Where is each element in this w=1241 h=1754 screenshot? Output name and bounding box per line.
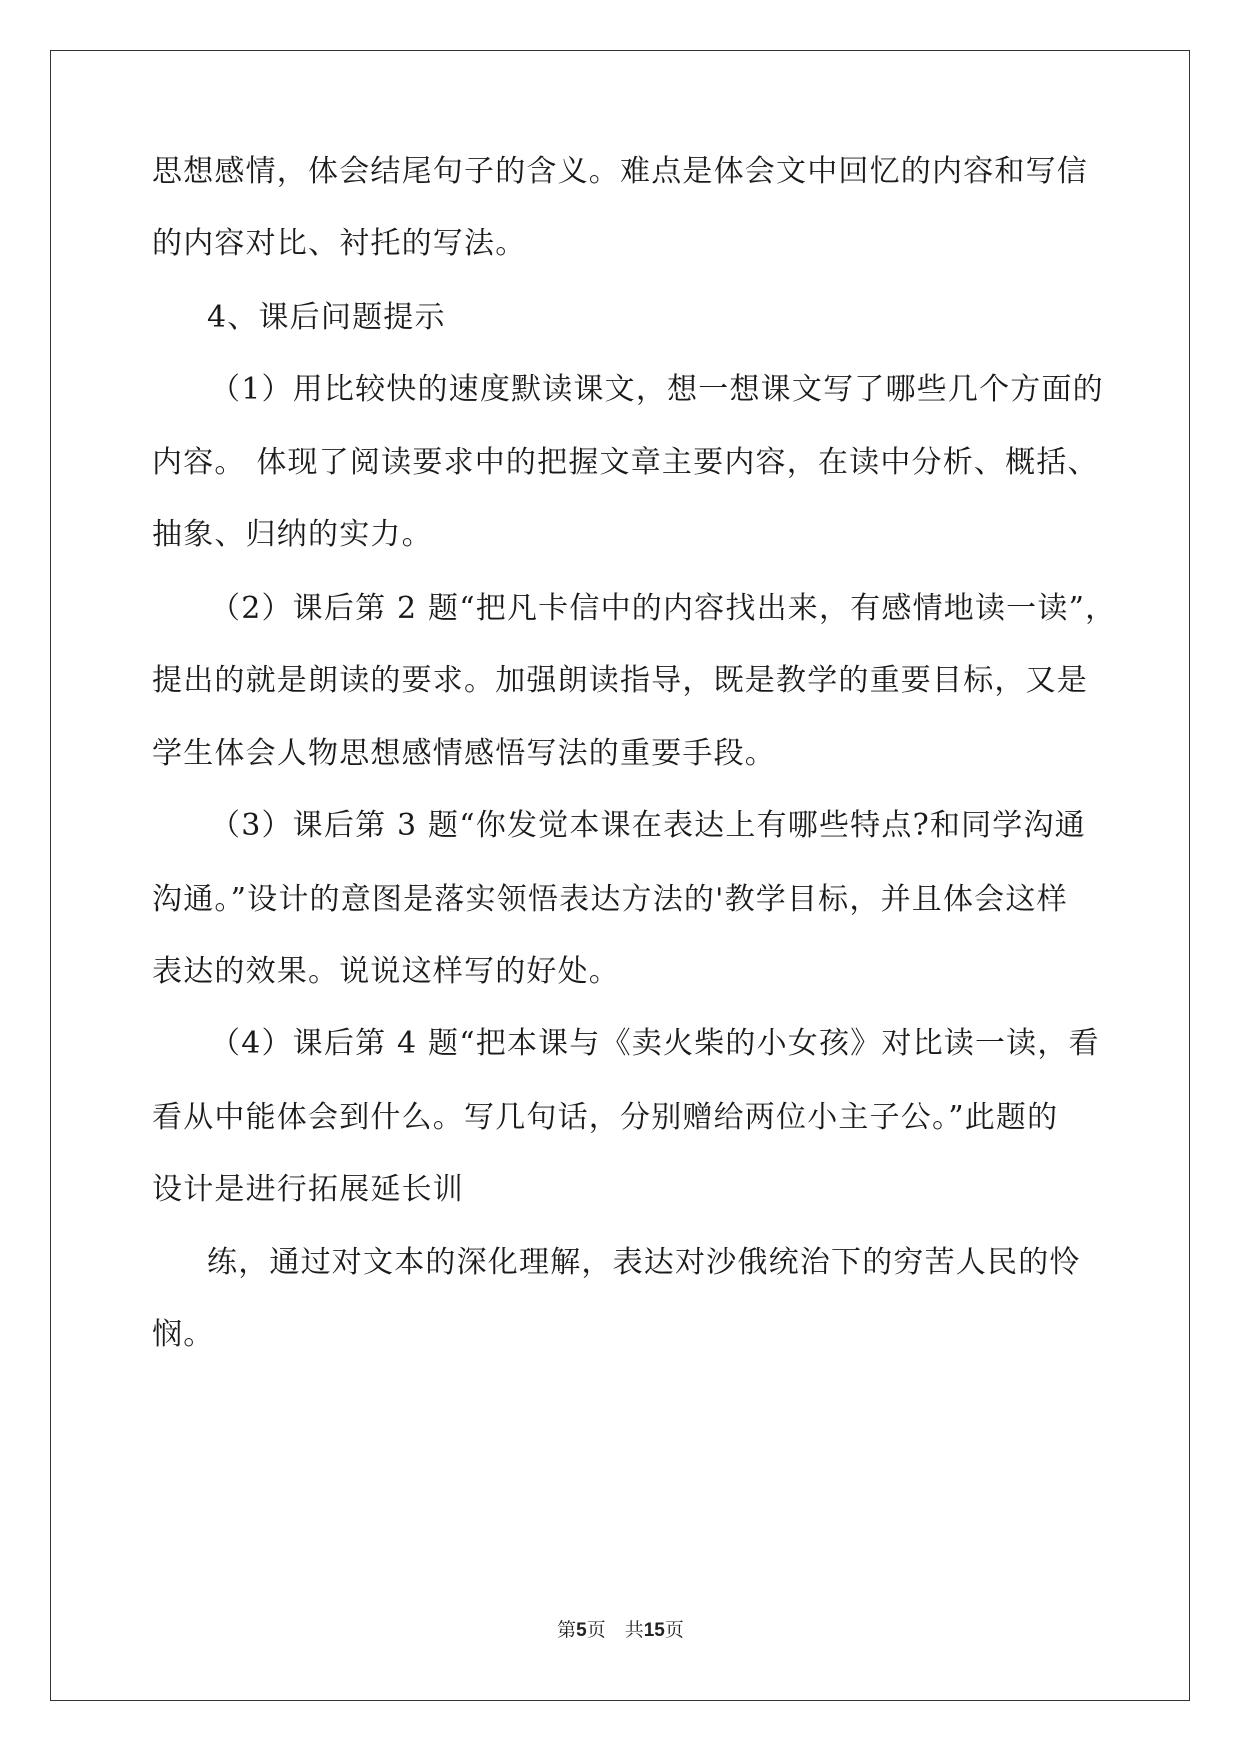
text-line: 学生体会人物思想感情感悟写法的重要手段。	[152, 736, 776, 771]
text-line: 沟通。”设计的意图是落实领悟表达方法的'教学目标，并且体会这样	[152, 882, 1068, 917]
text-line: 设计是进行拓展延长训	[152, 1172, 464, 1207]
page-prefix: 第	[557, 1619, 577, 1641]
text-line: 内容。 体现了阅读要求中的把握文章主要内容，在读中分析、概括、	[152, 445, 1099, 480]
text-line: 思想感情，体会结尾句子的含义。难点是体会文中回忆的内容和写信	[152, 154, 1088, 189]
text-line: （3）课后第 3 题“你发觉本课在表达上有哪些特点?和同学沟通	[210, 808, 1086, 843]
page-footer	[0, 1618, 1241, 1643]
page-mid: 页 共	[586, 1619, 644, 1641]
page-current: 5	[576, 1620, 587, 1641]
text-line: 提出的就是朗读的要求。加强朗读指导，既是教学的重要目标，又是	[152, 663, 1088, 698]
page-suffix: 页	[664, 1619, 684, 1641]
text-line: （1）用比较快的速度默读课文，想一想课文写了哪些几个方面的	[210, 372, 1104, 407]
text-line: 抽象、归纳的实力。	[152, 517, 433, 552]
text-line: 表达的效果。说说这样写的好处。	[152, 954, 620, 989]
text-line: （4）课后第 4 题“把本课与《卖火柴的小女孩》对比读一读，看	[210, 1026, 1100, 1061]
section-heading: 4、课后问题提示	[207, 300, 446, 335]
text-line: 悯。	[152, 1317, 215, 1352]
text-line: 看从中能体会到什么。写几句话，分别赠给两位小主子公。”此题的	[152, 1100, 1059, 1135]
page-total: 15	[643, 1620, 665, 1641]
text-line: 练，通过对文本的深化理解，表达对沙俄统治下的穷苦人民的怜	[207, 1245, 1081, 1280]
text-line: （2）课后第 2 题“把凡卡信中的内容找出来，有感情地读一读”，	[210, 591, 1117, 626]
text-line: 的内容对比、衬托的写法。	[152, 226, 527, 261]
